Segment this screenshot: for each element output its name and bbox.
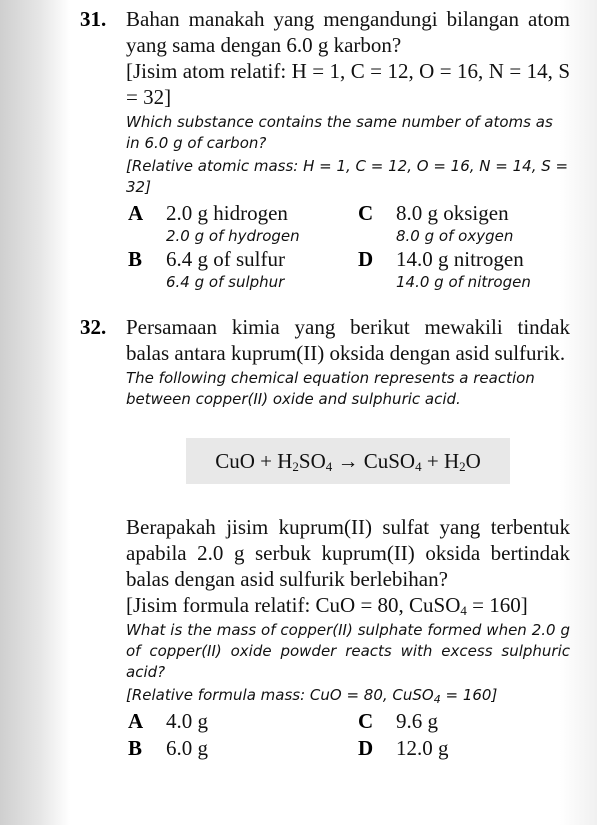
question-31 — [80, 6, 570, 292]
exam-page — [80, 6, 570, 762]
option-d[interactable] — [356, 246, 586, 292]
option-value: 12.0 g — [396, 736, 449, 760]
equation-reactant-2: SO — [298, 449, 326, 473]
option-value: 4.0 g — [166, 709, 208, 733]
option-letter: B — [128, 736, 143, 760]
options-32 — [126, 708, 570, 762]
option-c[interactable] — [356, 200, 586, 246]
options-31 — [126, 200, 570, 292]
option-text-en: 8.0 g of oxygen — [396, 227, 514, 245]
option-letter: D — [358, 247, 374, 271]
option-letter: A — [128, 201, 144, 225]
option-c[interactable] — [356, 708, 586, 735]
question-number: 32. — [80, 315, 107, 339]
option-value: 9.6 g — [396, 709, 438, 733]
equation-product-2-end: O — [465, 449, 481, 473]
option-letter: A — [128, 709, 144, 733]
intro-text-ms: Persamaan kimia yang berikut mewakili tindak balas antara kuprum(II) oksida dengan asid sulfurik. — [126, 315, 570, 365]
option-text-en: 14.0 g of nitrogen — [396, 273, 531, 291]
option-letter: C — [358, 709, 374, 733]
rfm-subscript: 4 — [433, 693, 441, 706]
equation-product-2: + H — [421, 449, 460, 473]
rfm-text: [Relative formula mass: CuO = 80, CuSO — [126, 686, 434, 704]
option-letter: B — [128, 247, 143, 271]
rfm-subscript: 4 — [460, 603, 467, 618]
option-value: 6.0 g — [166, 736, 208, 760]
option-a[interactable] — [126, 708, 356, 735]
option-letter: C — [358, 201, 374, 225]
equation-subscript: 2 — [292, 459, 299, 474]
equation-product-1: CuSO — [363, 449, 416, 473]
rfm-text-end: = 160] — [466, 593, 528, 617]
equation-reactant-1: CuO + H — [215, 449, 293, 473]
option-letter: D — [358, 736, 374, 760]
option-text-ms: 6.4 g of sulfur — [166, 247, 285, 271]
relative-formula-mass-en — [126, 685, 570, 706]
relative-atomic-mass-en: [Relative atomic mass: H = 1, C = 12, O = 16, N = 14, S = 32] — [126, 157, 569, 196]
option-text-en: 6.4 g of sulphur — [166, 273, 285, 291]
question-text-ms: Bahan manakah yang mengandungi bilangan atom yang sama dengan 6.0 g karbon? — [126, 7, 570, 57]
chemical-equation — [186, 438, 510, 484]
rfm-text-end: = 160] — [440, 686, 498, 704]
option-text-ms: 8.0 g oksigen — [396, 201, 509, 225]
option-b[interactable] — [126, 246, 356, 292]
question-number: 31. — [80, 7, 107, 31]
rfm-text: [Jisim formula relatif: CuO = 80, CuSO — [126, 593, 461, 617]
option-b[interactable] — [126, 735, 356, 762]
question-text-ms: Berapakah jisim kuprum(II) sulfat yang terbentuk apabila 2.0 g serbuk kuprum(II) oksida bertindak balas dengan asid sulfurik berlebihan? — [126, 515, 570, 591]
reaction-arrow-icon: → — [332, 449, 364, 473]
option-a[interactable] — [126, 200, 356, 246]
option-text-ms: 2.0 g hidrogen — [166, 201, 288, 225]
question-32 — [80, 314, 570, 762]
intro-text-en: The following chemical equation represents a reaction between copper(II) oxide and sulphuric acid. — [126, 369, 535, 408]
equation-subscript: 4 — [415, 459, 422, 474]
relative-formula-mass-ms — [126, 592, 570, 618]
question-text-en: Which substance contains the same number of atoms as in 6.0 g of carbon? — [126, 113, 553, 152]
relative-atomic-mass-ms: [Jisim atom relatif: H = 1, C = 12, O = 16, N = 14, S = 32] — [126, 59, 570, 109]
equation-subscript: 4 — [325, 459, 333, 474]
option-d[interactable] — [356, 735, 586, 762]
equation-subscript: 2 — [459, 459, 466, 474]
option-text-en: 2.0 g of hydrogen — [166, 227, 300, 245]
option-text-ms: 14.0 g nitrogen — [396, 247, 524, 271]
question-text-en: What is the mass of copper(II) sulphate formed when 2.0 g of copper(II) oxide powder reacts with excess sulphuric acid? — [126, 621, 570, 681]
